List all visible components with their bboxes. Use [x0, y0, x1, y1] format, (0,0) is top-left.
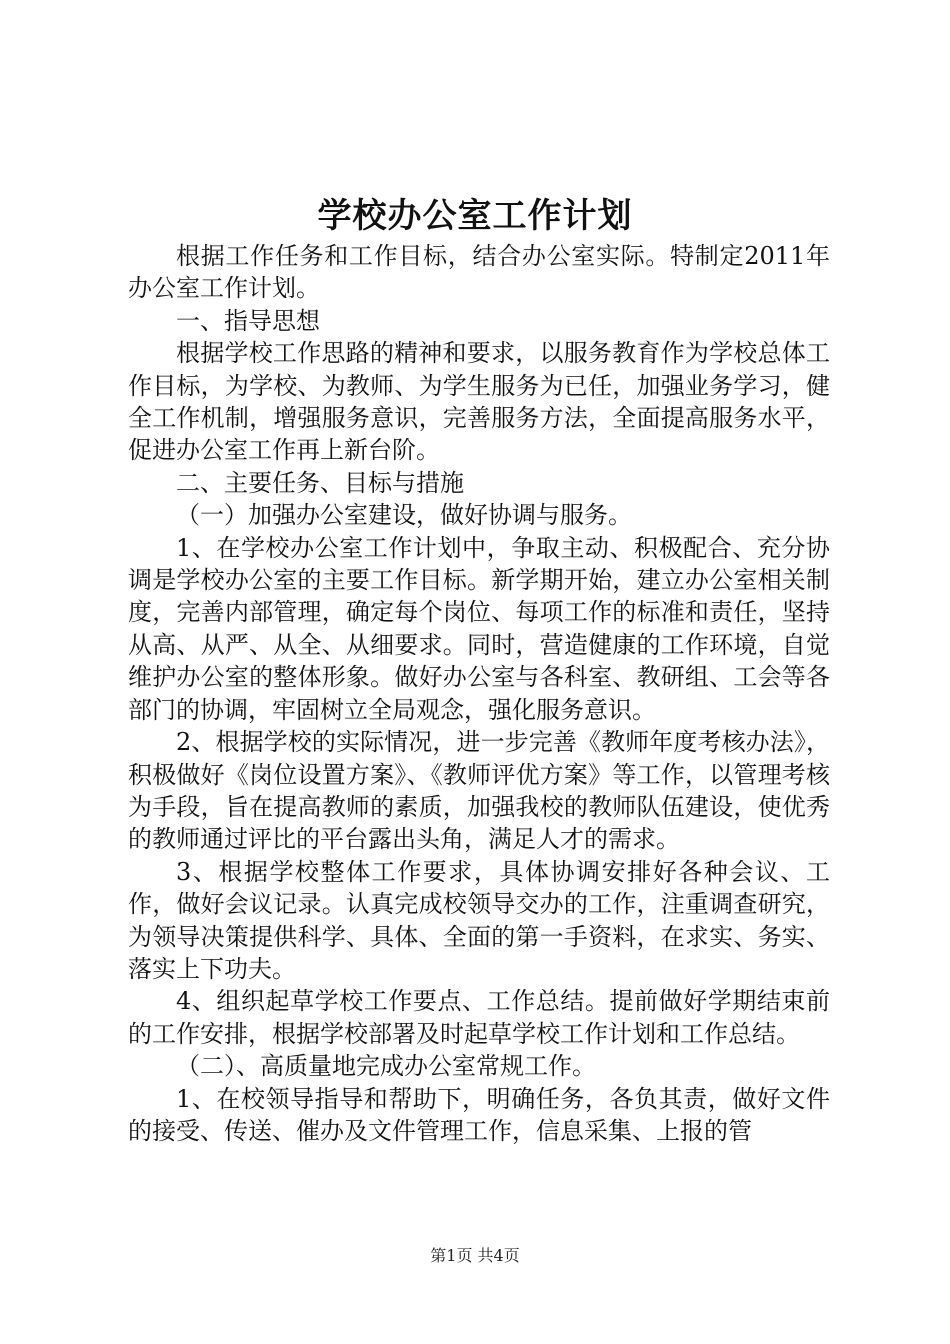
paragraph-guiding-ideas: 根据学校工作思路的精神和要求，以服务教育作为学校总体工作目标，为学校、为教师、为学生服务为已任，加强业务学习，健全工作机制，增强服务意识，完善服务方法，全面提高服务水平，促进办公室工作再上新台阶。 [128, 339, 830, 465]
page-footer: 第1页 共4页 [430, 1246, 520, 1265]
subsection-heading-routine-work: （二）、高质量地完成办公室常规工作。 [176, 1052, 596, 1081]
subsection-heading-office-building: （一）加强办公室建设，做好协调与服务。 [176, 501, 632, 530]
paragraph-intro: 根据工作任务和工作目标，结合办公室实际。特制定2011年办公室工作计划。 [128, 242, 830, 303]
document-body [128, 240, 830, 1147]
document-title: 学校办公室工作计划 [317, 196, 633, 236]
paragraph-routine-item-1: 1、在校领导指导和帮助下，明确任务，各负其责，做好文件的接受、传送、催办及文件管理工作，信息采集、上报的管 [128, 1084, 830, 1145]
section-heading-guiding-ideas: 一、指导思想 [176, 306, 320, 335]
paragraph-item-3: 3、根据学校整体工作要求，具体协调安排好各种会议、工作，做好会议记录。认真完成校领导交办的工作，注重调查研究，为领导决策提供科学、具体、全面的第一手资料，在求实、务实、落实上下功夫。 [128, 857, 830, 983]
paragraph-item-1: 1、在学校办公室工作计划中，争取主动、积极配合、充分协调是学校办公室的主要工作目标。新学期开始，建立办公室相关制度，完善内部管理，确定每个岗位、每项工作的标准和责任，坚持从高、从严、从全、从细要求。同时，营造健康的工作环境，自觉维护办公室的整体形象。做好办公室与各科室、教研组、工会等各部门的协调，牢固树立全局观念，强化服务意识。 [128, 533, 830, 724]
paragraph-item-4: 4、组织起草学校工作要点、工作总结。提前做好学期结束前的工作安排，根据学校部署及时起草学校工作计划和工作总结。 [128, 987, 830, 1048]
paragraph-item-2: 2、根据学校的实际情况，进一步完善《教师年度考核办法》，积极做好《岗位设置方案》、《教师评优方案》等工作，以管理考核为手段，旨在提高教师的素质，加强我校的教师队伍建设，使优秀的教师通过评比的平台露出头角，满足人才的需求。 [128, 728, 830, 854]
section-heading-main-tasks: 二、主要任务、目标与措施 [176, 468, 464, 497]
